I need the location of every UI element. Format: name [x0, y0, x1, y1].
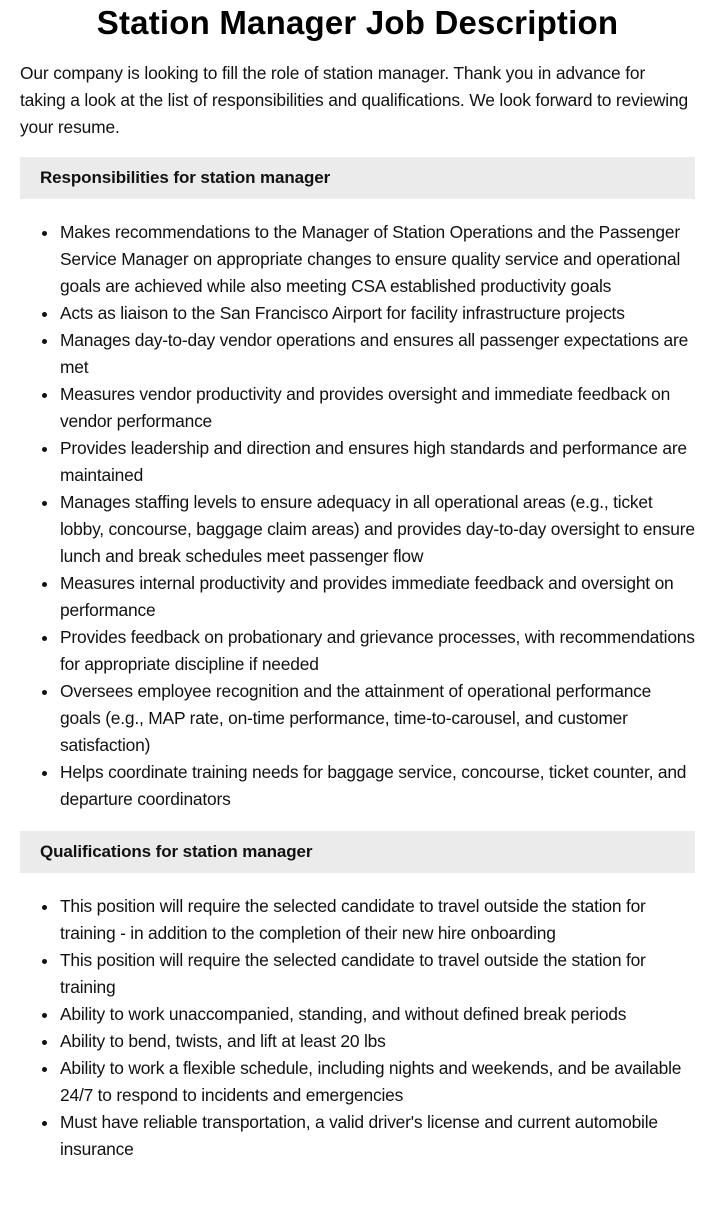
list-item: Provides leadership and direction and ensures high standards and performance are maintained	[60, 435, 695, 489]
page-title: Station Manager Job Description	[96, 4, 619, 41]
list-item: Measures internal productivity and provides immediate feedback and oversight on performance	[60, 570, 695, 624]
intro-paragraph: Our company is looking to fill the role of station manager. Thank you in advance for taking a look at the list of responsibilities and qualifications. We look forward to reviewing your resume.	[20, 63, 689, 137]
list-item: Manages day-to-day vendor operations and ensures all passenger expectations are met	[60, 327, 695, 381]
list-item: Manages staffing levels to ensure adequacy in all operational areas (e.g., ticket lobby, concourse, baggage claim areas) and provides day-to-day oversight to ensure lunch and break schedules meet passenger flow	[60, 489, 695, 570]
qualifications-header	[20, 831, 695, 873]
responsibilities-list	[20, 219, 695, 813]
list-item: Ability to work a flexible schedule, including nights and weekends, and be available 24/7 to respond to incidents and emergencies	[60, 1055, 695, 1109]
list-item: Oversees employee recognition and the attainment of operational performance goals (e.g., MAP rate, on-time performance, time-to-carousel, and customer satisfaction)	[60, 678, 695, 759]
list-item: Provides feedback on probationary and grievance processes, with recommendations for appropriate discipline if needed	[60, 624, 695, 678]
qualifications-heading: Qualifications for station manager	[40, 842, 313, 861]
responsibilities-heading: Responsibilities for station manager	[40, 168, 331, 187]
list-item: Ability to bend, twists, and lift at least 20 lbs	[60, 1028, 695, 1055]
list-item: Helps coordinate training needs for baggage service, concourse, ticket counter, and departure coordinators	[60, 759, 695, 813]
list-item: This position will require the selected candidate to travel outside the station for training	[60, 947, 695, 1001]
list-item: Must have reliable transportation, a valid driver's license and current automobile insurance	[60, 1109, 695, 1163]
list-item: Makes recommendations to the Manager of Station Operations and the Passenger Service Manager on appropriate changes to ensure quality service and operational goals are achieved while also meeting CSA established productivity goals	[60, 219, 695, 300]
list-item: Acts as liaison to the San Francisco Airport for facility infrastructure projects	[60, 300, 695, 327]
list-item: This position will require the selected candidate to travel outside the station for training - in addition to the completion of their new hire onboarding	[60, 893, 695, 947]
qualifications-list	[20, 893, 695, 1163]
responsibilities-header	[20, 157, 695, 199]
list-item: Measures vendor productivity and provides oversight and immediate feedback on vendor performance	[60, 381, 695, 435]
list-item: Ability to work unaccompanied, standing, and without defined break periods	[60, 1001, 695, 1028]
